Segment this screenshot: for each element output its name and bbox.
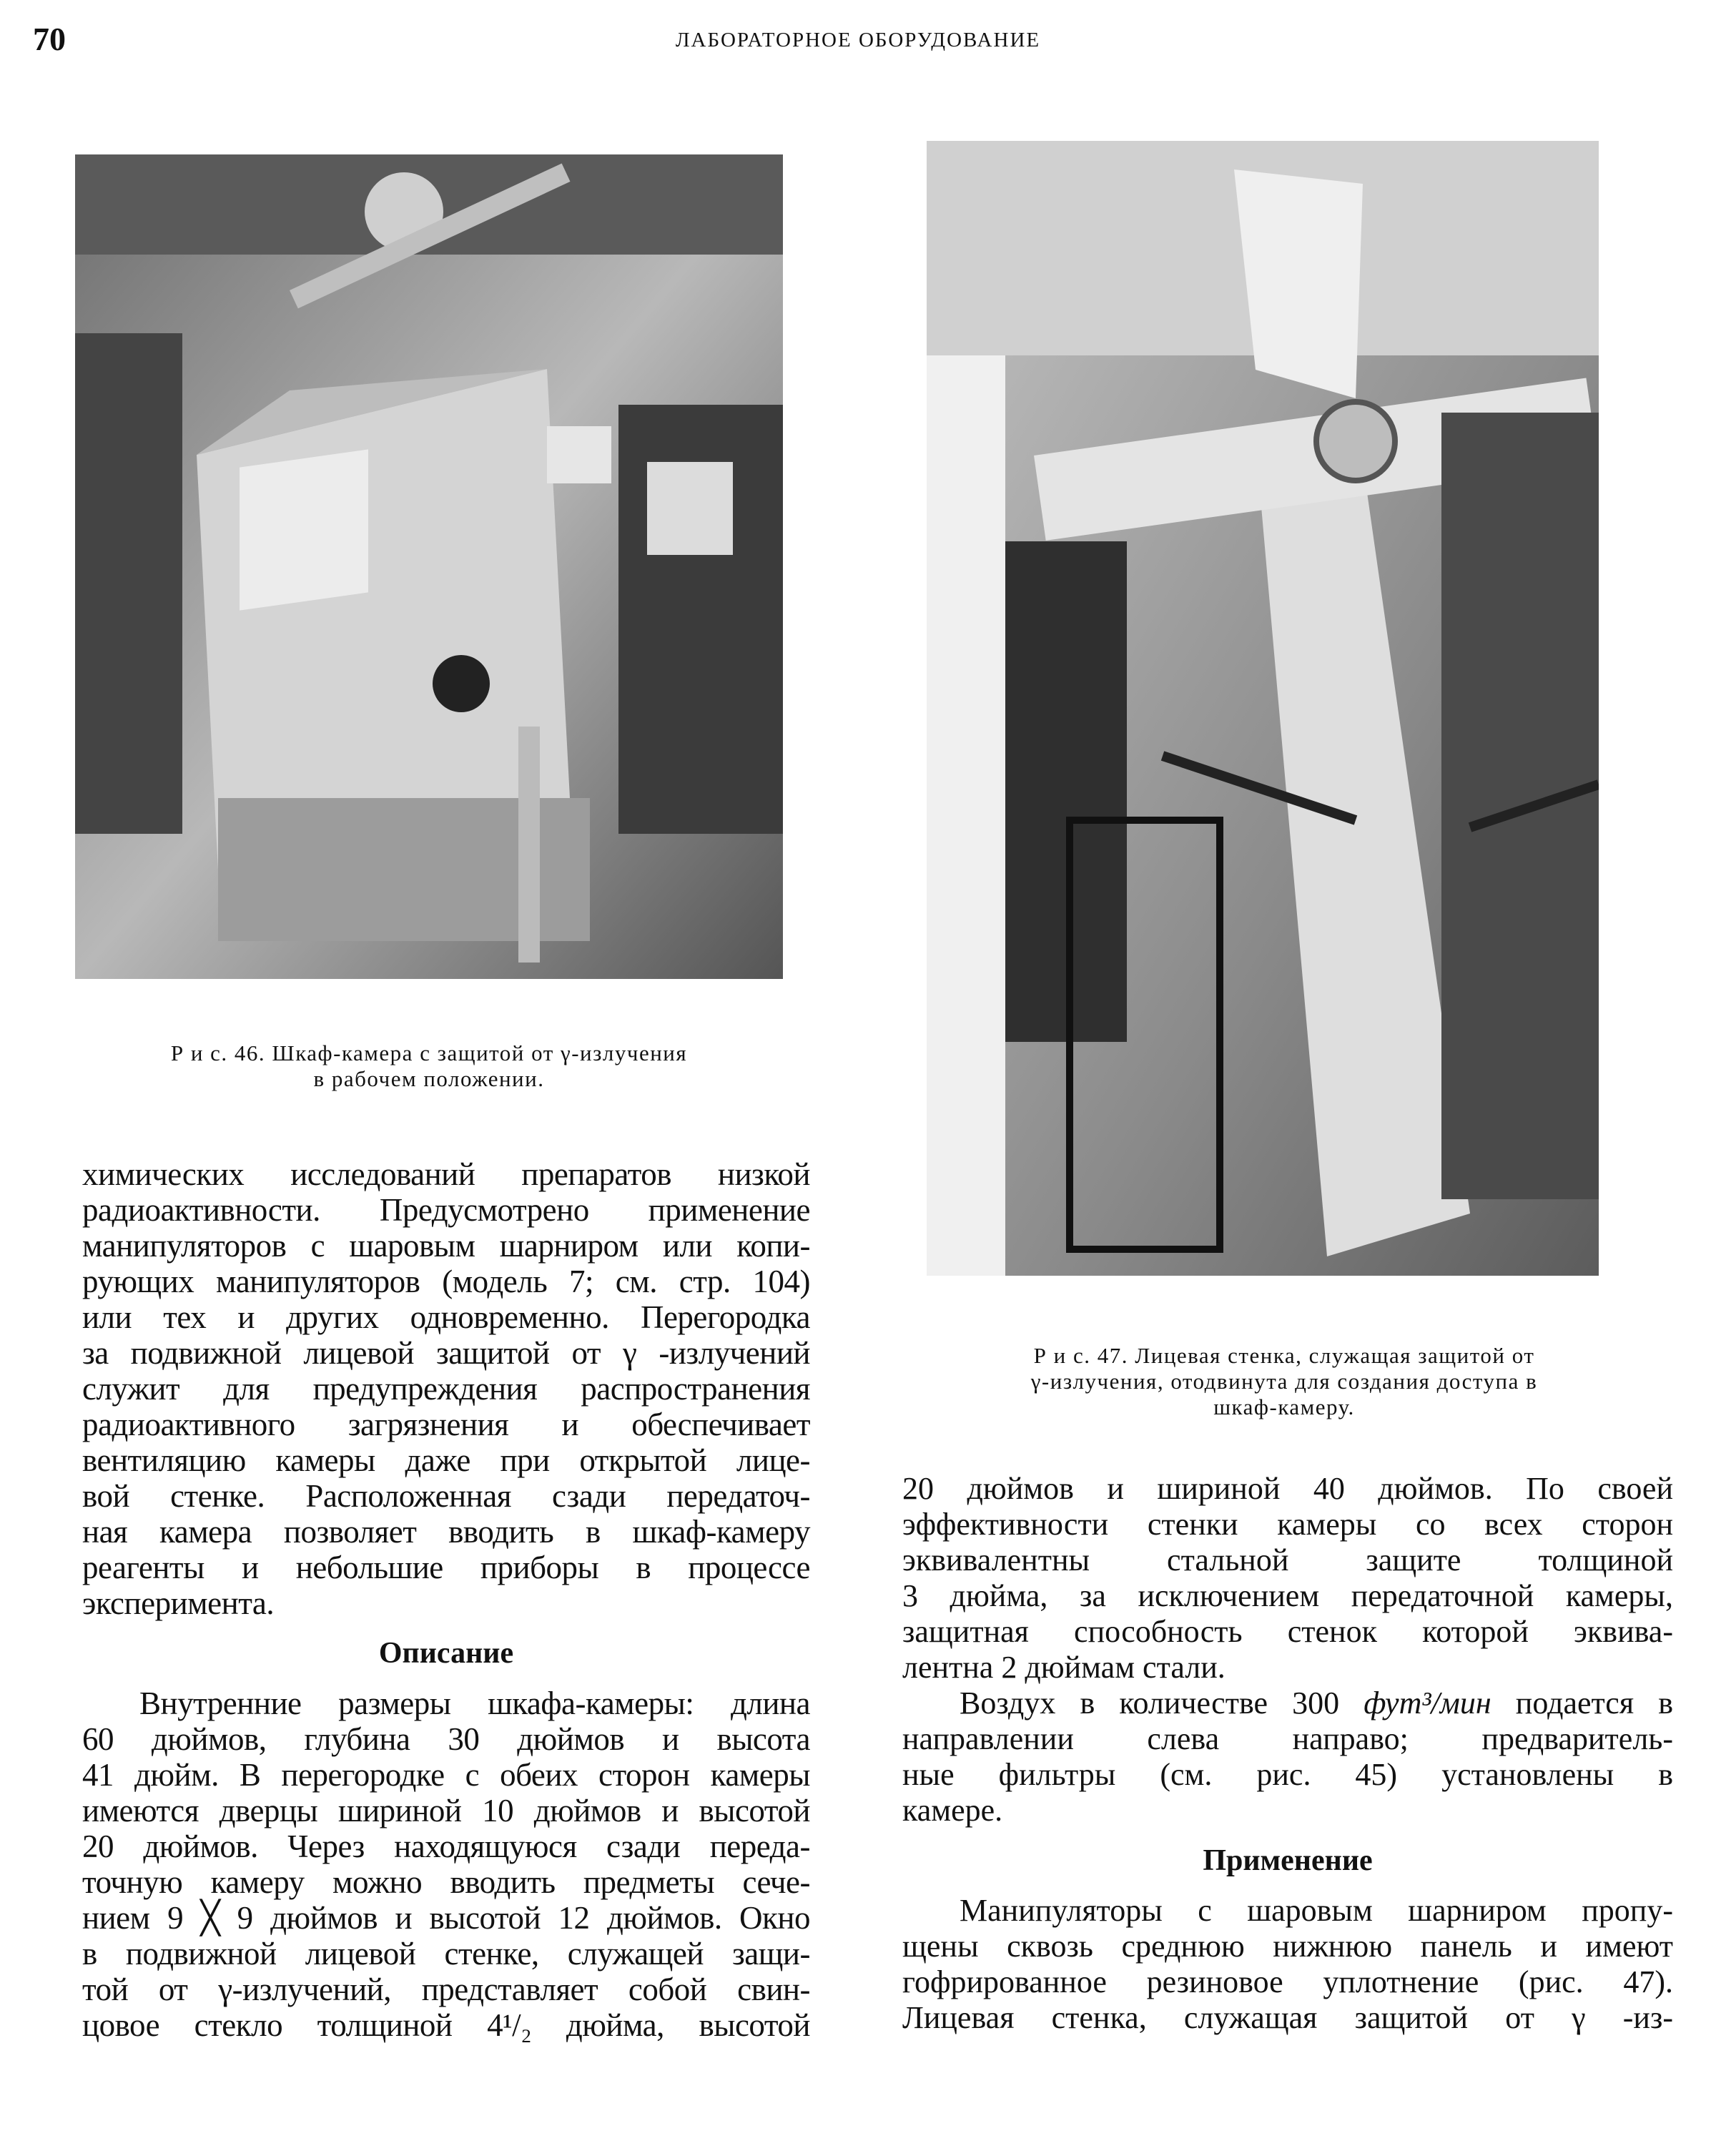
text-line: 3 дюйма, за исключением передаточной камеры, (902, 1578, 1673, 1613)
text-line: Лицевая стенка, служащая защитой от γ -из- (902, 2000, 1673, 2035)
text-line: цовое стекло толщиной 4¹/₂ дюйма, высотой (82, 2007, 810, 2043)
figure-47-caption (927, 1343, 1642, 1420)
caption-line: Р и с. 46. Шкаф-камера с защитой от γ-излучения (170, 1040, 688, 1065)
left-text-column (82, 1156, 810, 2043)
text-segment: подается в (1491, 1685, 1673, 1721)
text-line: служит для предупреждения распространения (82, 1371, 810, 1407)
text-line: направлении слева направо; предваритель- (902, 1721, 1673, 1756)
text-line: нием 9 ╳ 9 дюймов и высотой 12 дюймов. Окно (82, 1900, 810, 1936)
text-line: Манипуляторы с шаровым шарниром пропу- (960, 1893, 1673, 1928)
text-line: реагенты и небольшие приборы в процессе (82, 1550, 810, 1585)
text-line: ные фильтры (см. рис. 45) установлены в (902, 1757, 1673, 1792)
caption-line: шкаф-камеру. (1213, 1394, 1355, 1419)
right-text-column (902, 1471, 1673, 2036)
text-line: рующих манипуляторов (модель 7; см. стр. 104) (82, 1264, 810, 1299)
italic-unit: фут³/мин (1364, 1685, 1491, 1721)
text-segment: Воздух в количестве 300 (960, 1685, 1364, 1721)
text-line: точную камеру можно вводить предметы сече- (82, 1864, 810, 1900)
section-heading: Применение (1203, 1844, 1373, 1877)
text-line: или тех и других одновременно. Перегородка (82, 1299, 810, 1335)
text-line: ная камера позволяет вводить в шкаф-камеру (82, 1514, 810, 1550)
text-line: эксперимента. (82, 1585, 275, 1621)
figure-46-photo (75, 154, 783, 979)
text-line: 60 дюймов, глубина 30 дюймов и высота (82, 1721, 810, 1757)
text-line (902, 1685, 1673, 1721)
text-line: камере. (902, 1793, 1003, 1828)
text-line: химических исследований препаратов низкой (82, 1156, 810, 1192)
running-title: ЛАБОРАТОРНОЕ ОБОРУДОВАНИЕ (675, 29, 1041, 51)
text-line: 41 дюйм. В перегородке с обеих сторон камеры (82, 1757, 810, 1793)
text-line: 20 дюймов и шириной 40 дюймов. По своей (902, 1471, 1673, 1506)
text-line: гофрированное резиновое уплотнение (рис. 47). (902, 1964, 1673, 1999)
text-line: Внутренние размеры шкафа-камеры: длина (139, 1685, 810, 1721)
figure-47-photo (927, 141, 1599, 1276)
text-line: щены сквозь среднюю нижнюю панель и имеют (902, 1929, 1673, 1964)
page-number: 70 (33, 21, 66, 57)
text-line: радиоактивного загрязнения и обеспечивает (82, 1407, 810, 1442)
text-line: вентиляцию камеры даже при открытой лице- (82, 1442, 810, 1478)
text-line: эквивалентны стальной защите толщиной (902, 1542, 1673, 1577)
text-line: лентна 2 дюймам стали. (902, 1650, 1226, 1685)
text-line: за подвижной лицевой защитой от γ -излучений (82, 1335, 810, 1371)
text-line: эффективности стенки камеры со всех сторон (902, 1507, 1673, 1542)
text-line: 20 дюймов. Через находящуюся сзади переда- (82, 1828, 810, 1864)
text-line: вой стенке. Расположенная сзади передаточ- (82, 1478, 810, 1514)
caption-line: в рабочем положении. (313, 1066, 545, 1091)
caption-line: γ-излучения, отодвинута для создания доступа в (1030, 1369, 1538, 1394)
figure-46-caption (75, 1040, 783, 1092)
text-line: радиоактивности. Предусмотрено применение (82, 1192, 810, 1228)
text-line: имеются дверцы шириной 10 дюймов и высотой (82, 1793, 810, 1828)
caption-line: Р и с. 47. Лицевая стенка, служащая защитой от (1033, 1343, 1535, 1368)
text-line: той от γ-излучений, представляет собой свин- (82, 1972, 810, 2007)
text-line: в подвижной лицевой стенке, служащей защи- (82, 1936, 810, 1972)
text-line: манипуляторов с шаровым шарниром или копи- (82, 1228, 810, 1264)
section-heading: Описание (378, 1637, 514, 1670)
text-line: защитная способность стенок которой эквива- (902, 1614, 1673, 1649)
